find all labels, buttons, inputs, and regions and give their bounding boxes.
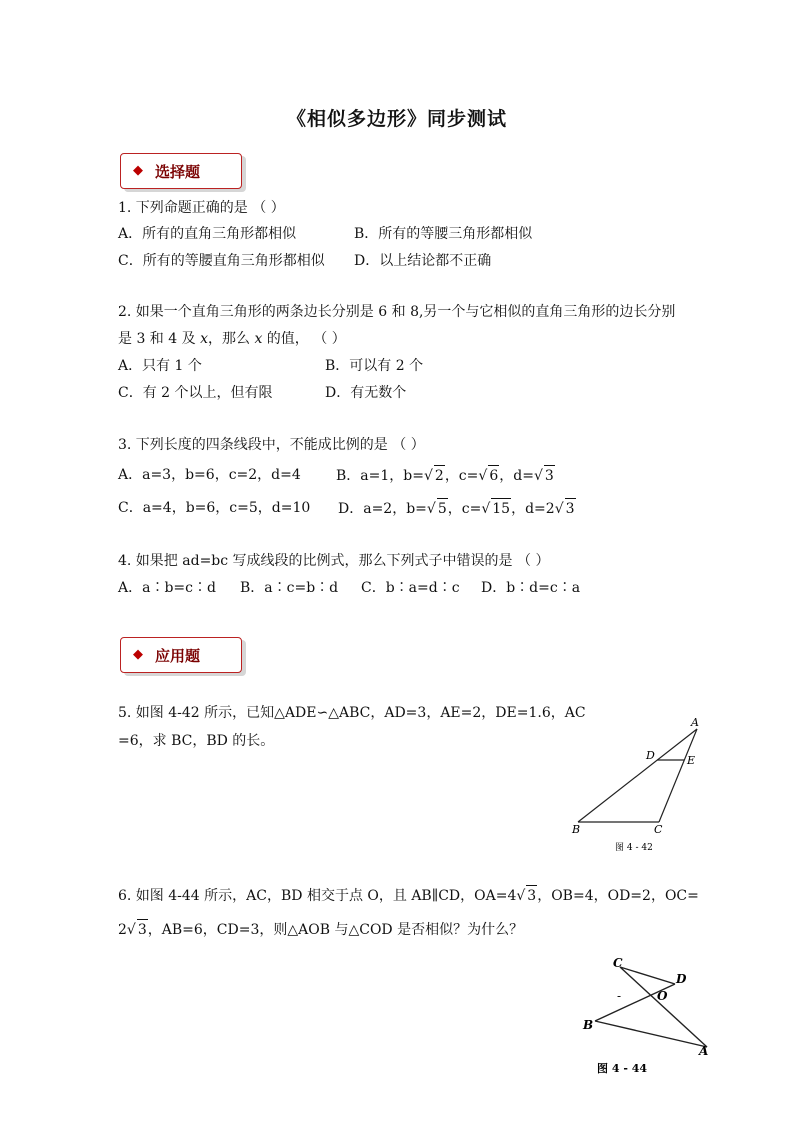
q3-b-root3: 3 (544, 465, 555, 486)
diamond-icon: ◆ (133, 163, 143, 178)
q3-d-root3: 3 (565, 498, 576, 519)
q3-stem: 3. 下列长度的四条线段中，不能成比例的是 （ ） (118, 437, 425, 453)
q3-b-mid1: ，c= (444, 468, 479, 484)
q3-d-mid1: ，c= (447, 501, 482, 517)
figure-4-42 (560, 710, 720, 860)
q6-root2: 3 (137, 919, 148, 940)
q1-stem: 1. 下列命题正确的是 （ ） (118, 200, 285, 216)
q2-option-a: A．只有 1 个 (118, 358, 202, 374)
q2-line2 (118, 329, 346, 349)
q1-option-b: B．所有的等腰三角形都相似 (354, 226, 533, 242)
q2-line2-a: 是 3 和 4 及 (118, 331, 201, 347)
q3-d-pre: D．a=2，b= (338, 501, 427, 517)
figure-4-44 (575, 950, 725, 1080)
segment-ac (659, 729, 697, 822)
q3-d-root1: 5 (437, 498, 448, 519)
q3-option-c: C．a=4，b=6，c=5，d=10 (118, 500, 311, 516)
q3-d-root2: 15 (491, 498, 511, 519)
q2-var-x2: x (254, 331, 263, 347)
q3-b-mid2: ，d= (499, 468, 534, 484)
q3-option-a: A．a=3，b=6，c=2，d=4 (118, 467, 301, 483)
q6-line2-b: ，AB=6，CD=3，则△AOB 与△COD 是否相似？为什么？ (147, 922, 524, 938)
section-header-application (120, 637, 242, 673)
label-e: E (687, 754, 696, 767)
label-d: D (676, 972, 687, 986)
label-a: A (691, 716, 699, 729)
q3-option-b: B．a=1，b=√ 2，c=√ 6，d=√ 3 (336, 465, 555, 486)
q4-option-d: D．b∶d=c∶a (481, 580, 581, 596)
q3-b-root1: 2 (434, 465, 445, 486)
label-c: C (613, 956, 623, 970)
q4-stem: 4. 如果把 ad=bc 写成线段的比例式，那么下列式子中错误的是 （ ） (118, 553, 550, 569)
figure-caption: 图 4 - 44 (597, 1062, 648, 1075)
q3-b-pre: B．a=1，b= (336, 468, 424, 484)
label-o: O (657, 989, 668, 1003)
q3-b-root2: 6 (488, 465, 499, 486)
diamond-icon: ◆ (133, 647, 143, 662)
segment-ab (595, 1021, 707, 1047)
q1-option-c: C．所有的等腰直角三角形都相似 (118, 253, 325, 269)
label-dash: - (617, 989, 622, 1003)
figure-caption: 图 4 - 42 (615, 843, 653, 853)
q3-d-mid2: ，d=2 (511, 501, 555, 517)
q6-root1: 3 (526, 885, 537, 906)
page-title: 《相似多边形》同步测试 (286, 108, 507, 130)
q6-line2-a: 2 (118, 922, 127, 938)
q2-option-d: D．有无数个 (325, 385, 407, 401)
q2-option-c: C．有 2 个以上，但有限 (118, 385, 273, 401)
q1-option-a: A．所有的直角三角形都相似 (118, 226, 297, 242)
q3-option-d: D．a=2，b=√ 5，c=√ 15，d=2√ 3 (338, 498, 576, 519)
q4-option-a: A．a∶b=c∶d (118, 580, 216, 596)
q2-option-b: B．可以有 2 个 (325, 358, 424, 374)
label-c: C (654, 823, 663, 836)
q6-line2: 2√ 3，AB=6，CD=3，则△AOB 与△COD 是否相似？为什么？ (118, 919, 523, 940)
section-label-application: 应用题 (155, 647, 201, 665)
q2-var-x1: x (200, 331, 208, 347)
q6-line1: 6. 如图 4-44 所示，AC，BD 相交于点 O，且 AB∥CD，OA=4√ 3，OB=4，OD=2，OC= (118, 885, 699, 906)
label-b: B (583, 1018, 594, 1032)
q2-line2-c: 的值， （ ） (262, 331, 346, 347)
q5-line2: =6，求 BC，BD 的长。 (118, 733, 275, 749)
section-label-choice: 选择题 (155, 163, 201, 181)
label-a: A (699, 1044, 709, 1058)
q2-line1: 2. 如果一个直角三角形的两条边长分别是 6 和 8,另一个与它相似的直角三角形的边长分别 (118, 304, 676, 320)
q6-line1-a: 6. 如图 4-44 所示，AC，BD 相交于点 O，且 AB∥CD，OA=4 (118, 888, 517, 904)
q4-option-c: C．b∶a=d∶c (361, 580, 460, 596)
q2-line2-b: ，那么 (207, 331, 255, 347)
segment-ab (578, 729, 697, 822)
q4-option-b: B．a∶c=b∶d (240, 580, 339, 596)
q5-line1: 5. 如图 4-42 所示，已知△ADE∽△ABC，AD=3，AE=2，DE=1.6，AC (118, 705, 586, 721)
segment-ca (620, 967, 707, 1047)
q1-option-d: D．以上结论都不正确 (354, 253, 492, 269)
section-header-choice (120, 153, 242, 189)
label-b: B (572, 823, 581, 836)
label-d: D (646, 749, 655, 762)
q6-line1-b: ，OB=4，OD=2，OC= (537, 888, 699, 904)
